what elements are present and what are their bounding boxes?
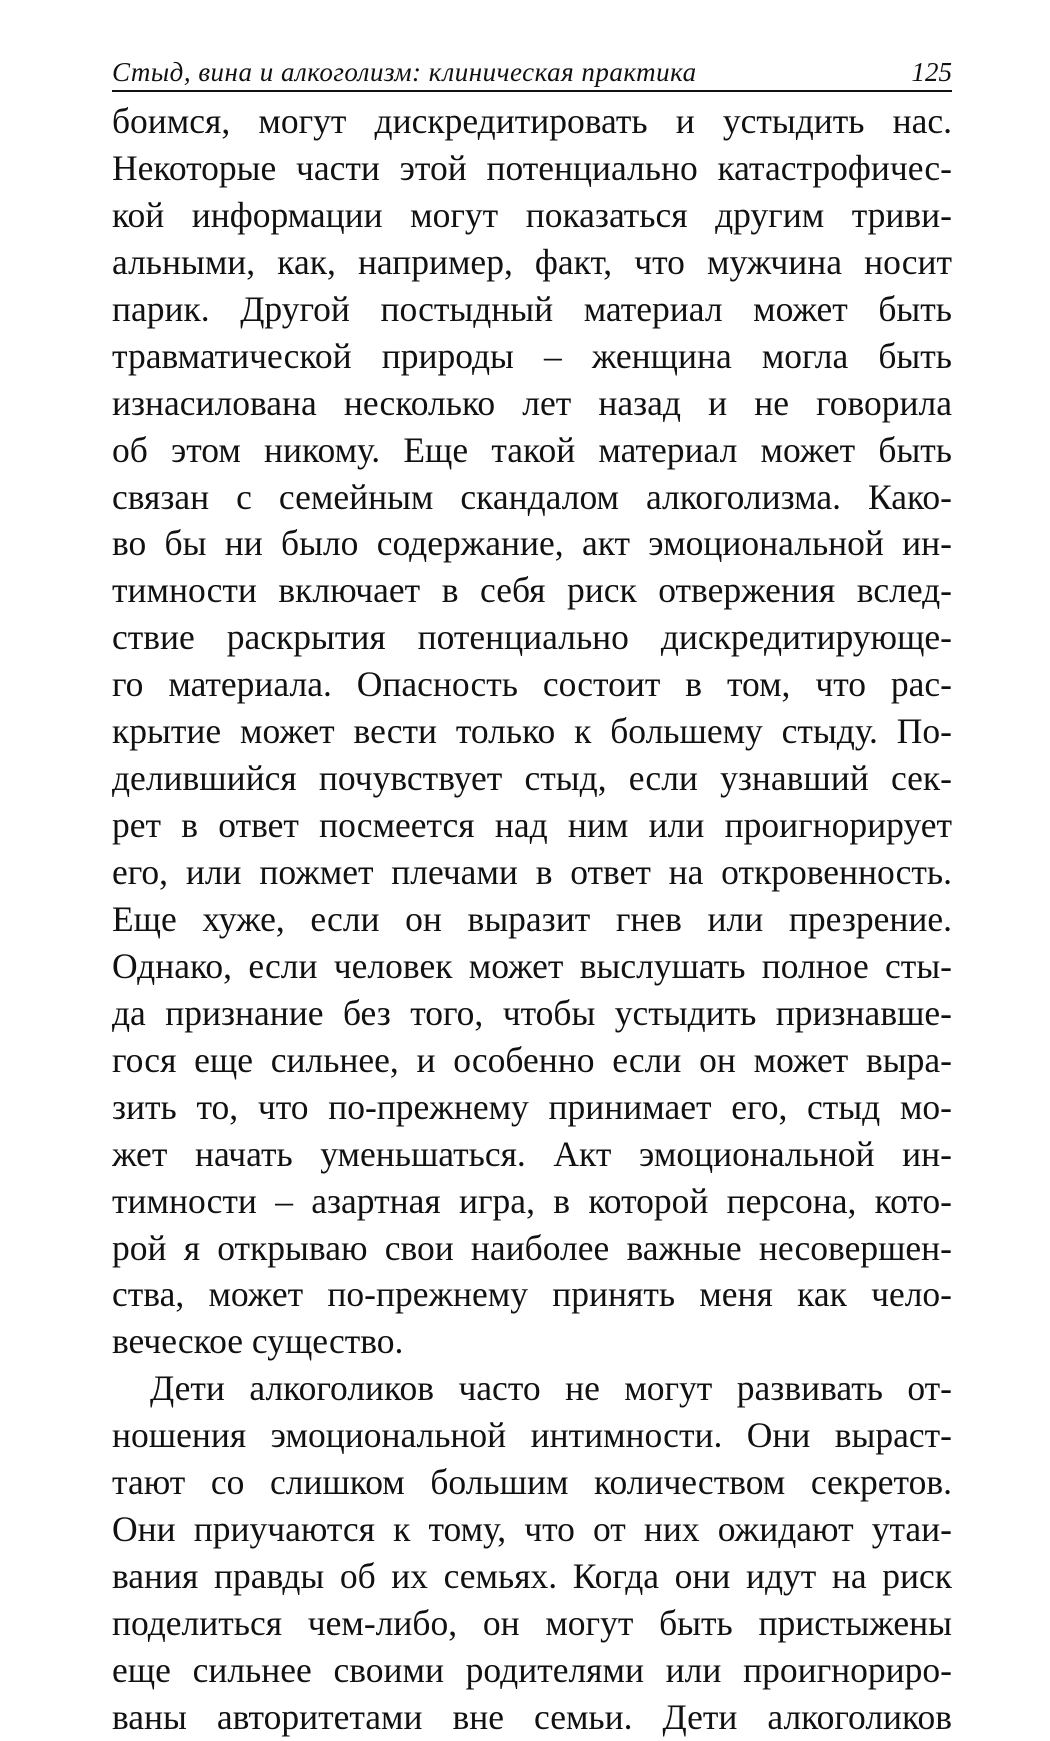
text-line: тимности включает в себя риск отвержения вслед- <box>112 570 952 611</box>
text-line: Они приучаются к тому, что от них ожидают утаи- <box>112 1509 952 1550</box>
text-line: его, или пожмет плечами в ответ на откровенность. <box>112 852 952 892</box>
text-line: альными, как, например, факт, что мужчина носит <box>112 241 952 282</box>
text-line: го материала. Опасность состоит в том, что рас- <box>112 664 952 705</box>
text-line: зить то, что по-прежнему принимает его, стыд мо- <box>112 1086 952 1127</box>
paragraph-first-line: Дети алкоголиков часто не могут развивать от- <box>150 1368 952 1409</box>
text-line: во бы ни было содержание, акт эмоциональной ин- <box>112 523 952 564</box>
text-line: травматической природы – женщина могла быть <box>112 335 952 376</box>
text-line: вания правды об их семьях. Когда они идут на риск <box>112 1556 952 1597</box>
text-line: об этом никому. Еще такой материал может быть <box>112 429 952 470</box>
text-line: рой я открываю свои наиболее важные несовершен- <box>112 1227 952 1268</box>
text-line: крытие может вести только к большему стыду. По- <box>112 711 952 752</box>
text-line: Еще хуже, если он выразит гнев или презрение. <box>112 898 952 939</box>
text-line: рет в ответ посмеется над ним или проигнорирует <box>112 805 952 846</box>
text-line: ства, может по-прежнему принять меня как чело- <box>112 1274 952 1315</box>
text-line: боимся, могут дискредитировать и устыдить нас. <box>112 101 952 141</box>
text-line: поделиться чем-либо, он могут быть пристыжены <box>112 1603 952 1643</box>
text-line: делившийся почувствует стыд, если узнавший сек- <box>112 758 952 799</box>
text-line: да признание без того, чтобы устыдить признавше- <box>112 992 952 1033</box>
text-line: Однако, если человек может выслушать полное сты- <box>112 945 952 986</box>
text-line: Некоторые части этой потенциально катастрофичес- <box>112 147 952 188</box>
page-number: 125 <box>911 57 952 87</box>
running-header <box>112 56 952 92</box>
text-line: изнасилована несколько лет назад и не говорила <box>112 382 952 423</box>
text-line: еще сильнее своими родителями или проигнориро- <box>112 1649 952 1690</box>
text-line: кой информации могут показаться другим триви- <box>112 194 952 235</box>
text-line: тают со слишком большим количеством секретов. <box>112 1462 952 1503</box>
text-line: парик. Другой постыдный материал может быть <box>112 288 952 329</box>
running-header-title: Стыд, вина и алкоголизм: клиническая практика <box>112 57 697 87</box>
text-line: жет начать уменьшаться. Акт эмоциональной ин- <box>112 1133 952 1174</box>
text-line: связан с семейным скандалом алкоголизма. Како- <box>112 476 952 517</box>
text-line: ваны авторитетами вне семьи. Дети алкоголиков <box>112 1696 952 1737</box>
text-line: гося еще сильнее, и особенно если он может выра- <box>112 1039 952 1080</box>
paragraph-end-line: веческое существо. <box>112 1321 404 1362</box>
text-line: ствие раскрытия потенциально дискредитирующе- <box>112 617 952 658</box>
body-text <box>112 98 952 1741</box>
text-line: тимности – азартная игра, в которой персона, кото- <box>112 1180 952 1221</box>
text-line: ношения эмоциональной интимности. Они выраст- <box>112 1415 952 1456</box>
